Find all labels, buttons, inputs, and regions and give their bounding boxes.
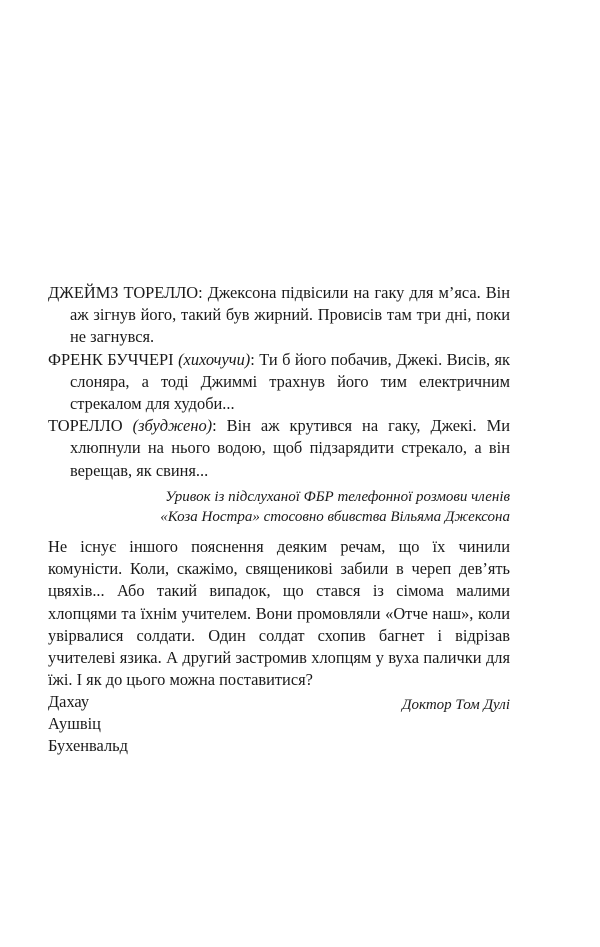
dialogue-attribution — [48, 487, 510, 527]
epigraph-dialogue — [48, 282, 510, 527]
dialogue-line — [48, 349, 510, 416]
camp-list — [48, 691, 510, 758]
camp-name: Бухенвальд — [48, 736, 128, 756]
dialogue-line — [48, 415, 510, 482]
dialogue-text: : Джексона підвісили на гаку для м’яса. Він аж зігнув його, такий був жирний. Провисів там три дні, поки не загнувся. — [70, 283, 510, 347]
dialogue-attribution-line1: Уривок із підслуханої ФБР телефонної розмови членів — [165, 488, 510, 505]
dialogue-stage-direction: (збуджено) — [132, 416, 213, 436]
quote-attribution: Доктор Том Дулі — [401, 697, 510, 714]
dialogue-stage-direction: (хихочучи) — [178, 349, 251, 369]
dialogue-text: : Він аж крутився на гаку, Джекі. Ми хлюпнули на нього водою, щоб підзарядити стрекало, а він верещав, як свиня... — [70, 416, 511, 480]
epigraph-quote — [48, 536, 510, 715]
quote-text: Не існує іншого пояснення деяким речам, що їх чинили комуністи. Коли, скажімо, священикові забили в череп дев’ять цвяхів... Або такий випадок, що стався із сімома малими хлопцями та їхнім учителем. Вони промовляли «Отче наш», коли увірвалися солдати. Один солдат схопив багнет і відрізав учителеві язика. А другий застромив хлопцям у вуха палички для їжі. І як до цього можна поставитися? — [48, 537, 510, 690]
dialogue-text: : Ти б його побачив, Джекі. Висів, як слоняра, а тоді Джиммі трахнув його тим електричним стрекалом для худоби... — [70, 349, 510, 414]
camp-name: Аушвіц — [48, 714, 101, 734]
dialogue-attribution-line2: «Коза Ностра» стосовно вбивства Вільяма Джексона — [160, 508, 510, 525]
dialogue-speaker: ДЖЕЙМЗ ТОРЕЛЛО — [48, 283, 199, 302]
camp-name: Дахау — [48, 692, 90, 711]
dialogue-speaker: ТОРЕЛЛО — [48, 416, 133, 436]
dialogue-speaker: ФРЕНК БУЧЧЕРІ — [48, 349, 179, 369]
dialogue-line — [48, 282, 510, 349]
